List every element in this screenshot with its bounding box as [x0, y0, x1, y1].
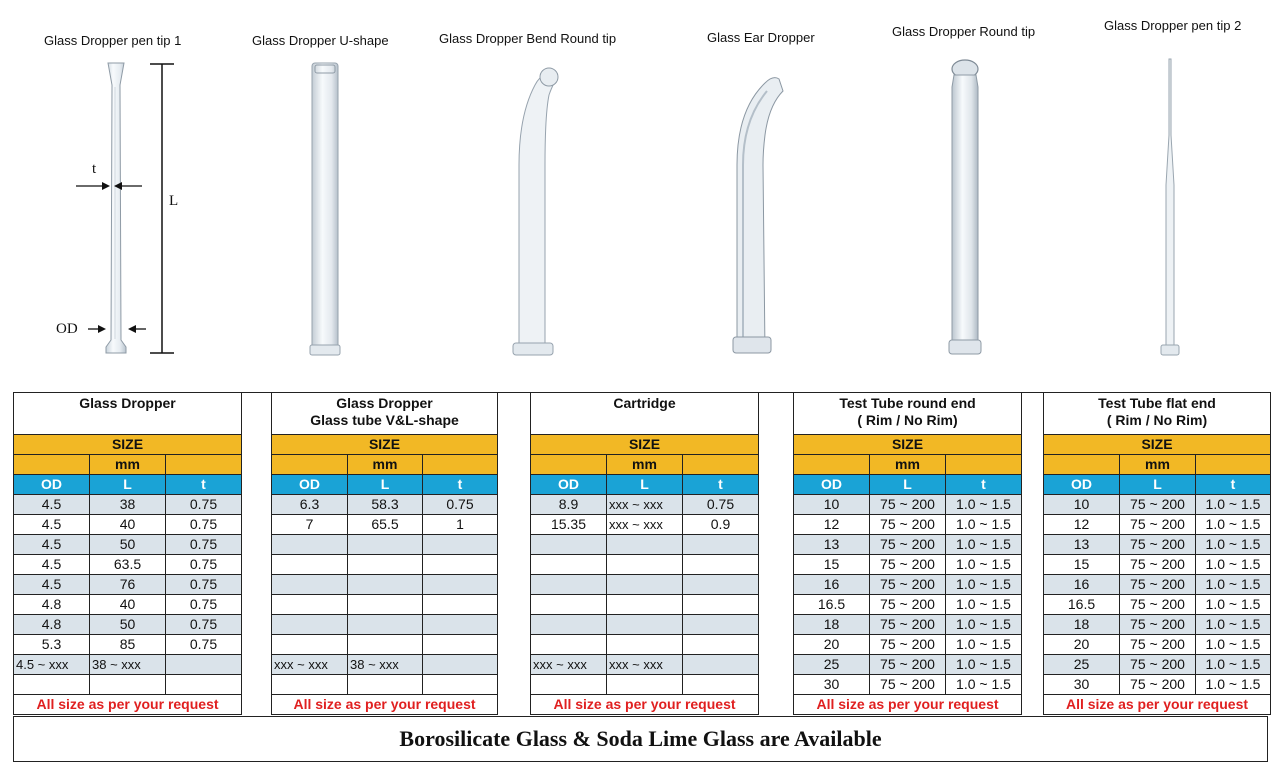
table-row [1044, 535, 1271, 555]
table-row [272, 635, 498, 655]
table-cell [90, 675, 166, 695]
table-row [272, 595, 498, 615]
test-tube-flat-end-table [1043, 392, 1271, 715]
table-cell: 1.0 ~ 1.5 [946, 555, 1022, 575]
column-header-t: t [423, 475, 498, 495]
table-cell [423, 635, 498, 655]
table-cell: 75 ~ 200 [870, 675, 946, 695]
table-cell: 75 ~ 200 [870, 575, 946, 595]
table-row [272, 555, 498, 575]
table-cell: 38 ~ xxx [90, 655, 166, 675]
table-cell: 1.0 ~ 1.5 [1196, 515, 1271, 535]
table-cell [531, 535, 607, 555]
table-cell: 18 [1044, 615, 1120, 635]
table-row [531, 515, 759, 535]
table-cell: 4.8 [14, 595, 90, 615]
table-cell: 20 [1044, 635, 1120, 655]
material-availability-banner: Borosilicate Glass & Soda Lime Glass are Available [13, 716, 1268, 762]
table-cell [348, 575, 423, 595]
table-cell [423, 575, 498, 595]
table-cell: 4.5 [14, 515, 90, 535]
table-title [272, 393, 498, 435]
pen-tip-2-dropper-image [1150, 55, 1190, 360]
table-row [272, 615, 498, 635]
table-row [14, 575, 242, 595]
column-header-l: L [348, 475, 423, 495]
table-cell: 20 [794, 635, 870, 655]
table-row [1044, 675, 1271, 695]
table-cell: 12 [794, 515, 870, 535]
table-cell [683, 675, 759, 695]
size-label: SIZE [531, 435, 759, 455]
table-cell: 75 ~ 200 [870, 495, 946, 515]
table-block-top-border [13, 392, 1266, 393]
table-title-line-1: Cartridge [613, 395, 676, 411]
table-cell: 4.5 [14, 495, 90, 515]
table-row [531, 575, 759, 595]
custom-size-note: All size as per your request [794, 695, 1022, 715]
table-cell: 1.0 ~ 1.5 [1196, 675, 1271, 695]
dimension-t-label: t [92, 161, 97, 177]
table-footer-row [794, 695, 1022, 715]
table-cell: 75 ~ 200 [1120, 495, 1196, 515]
table-row [794, 495, 1022, 515]
table-cell: 63.5 [90, 555, 166, 575]
ear-dropper-image [725, 55, 795, 360]
table-cell: 16.5 [794, 595, 870, 615]
caption-u-shape: Glass Dropper U-shape [252, 33, 389, 48]
table-cell: 1.0 ~ 1.5 [1196, 555, 1271, 575]
table-cell [683, 635, 759, 655]
table-cell [423, 555, 498, 575]
unit-row [1044, 455, 1271, 475]
table-row [531, 655, 759, 675]
table-row [531, 555, 759, 575]
table-cell [531, 555, 607, 575]
table-title-line-2: ( Rim / No Rim) [857, 412, 958, 428]
unit-spacer [1044, 455, 1120, 475]
table-cell: 10 [1044, 495, 1120, 515]
bend-round-tip-dropper-image [505, 55, 565, 360]
table-row [1044, 515, 1271, 535]
table-cell: 0.75 [166, 535, 242, 555]
table-cell: 13 [794, 535, 870, 555]
table-cell [607, 675, 683, 695]
dimension-od-label: OD [56, 321, 78, 337]
table-cell: 75 ~ 200 [870, 635, 946, 655]
table-cell [272, 635, 348, 655]
column-header-t: t [683, 475, 759, 495]
table-cell [423, 675, 498, 695]
table-cell: 0.75 [166, 635, 242, 655]
table-row [1044, 615, 1271, 635]
table-cell: xxx ~ xxx [607, 495, 683, 515]
table-cell: 38 ~ xxx [348, 655, 423, 675]
table-row [794, 655, 1022, 675]
table-cell: 8.9 [531, 495, 607, 515]
table-cell: 12 [1044, 515, 1120, 535]
table-cell: 16 [1044, 575, 1120, 595]
table-cell: 75 ~ 200 [1120, 535, 1196, 555]
table-row [1044, 495, 1271, 515]
column-header-t: t [166, 475, 242, 495]
table-cell: 1.0 ~ 1.5 [1196, 655, 1271, 675]
table-row [272, 675, 498, 695]
table-cell: 16.5 [1044, 595, 1120, 615]
size-row [531, 435, 759, 455]
table-cell: 6.3 [272, 495, 348, 515]
size-row [794, 435, 1022, 455]
table-title-line-1: Test Tube flat end [1098, 395, 1216, 411]
table-cell [348, 595, 423, 615]
table-row [272, 655, 498, 675]
table-cell: 1.0 ~ 1.5 [1196, 575, 1271, 595]
table-cell: 18 [794, 615, 870, 635]
glass-dropper-table [13, 392, 242, 715]
column-header-od: OD [272, 475, 348, 495]
column-header-row [531, 475, 759, 495]
table-footer-row [531, 695, 759, 715]
table-cell: 1.0 ~ 1.5 [1196, 535, 1271, 555]
size-label: SIZE [272, 435, 498, 455]
table-cell [683, 575, 759, 595]
table-cell [607, 615, 683, 635]
table-cell: 75 ~ 200 [870, 515, 946, 535]
table-cell: 1.0 ~ 1.5 [946, 595, 1022, 615]
column-header-od: OD [531, 475, 607, 495]
table-footer-row [272, 695, 498, 715]
table-row [14, 495, 242, 515]
table-row [14, 535, 242, 555]
table-cell: 75 ~ 200 [1120, 515, 1196, 535]
table-cell [423, 615, 498, 635]
table-cell: 0.9 [683, 515, 759, 535]
table-cell: 0.75 [166, 515, 242, 535]
table-cell: 50 [90, 615, 166, 635]
table-cell: 0.75 [683, 495, 759, 515]
column-header-l: L [870, 475, 946, 495]
table-cell [348, 615, 423, 635]
table-cell: 25 [1044, 655, 1120, 675]
caption-ear-dropper: Glass Ear Dropper [707, 30, 815, 45]
column-header-row [14, 475, 242, 495]
table-cell: 1.0 ~ 1.5 [946, 675, 1022, 695]
table-row [14, 635, 242, 655]
table-cell: 4.5 [14, 575, 90, 595]
test-tube-round-end-table [793, 392, 1022, 715]
table-cell: 1.0 ~ 1.5 [946, 535, 1022, 555]
table-row [1044, 655, 1271, 675]
table-cell: 85 [90, 635, 166, 655]
size-row [14, 435, 242, 455]
size-label: SIZE [1044, 435, 1271, 455]
table-cell [683, 595, 759, 615]
table-cell [348, 635, 423, 655]
table-cell: 15.35 [531, 515, 607, 535]
table-title [531, 393, 759, 435]
table-row [14, 515, 242, 535]
dimension-l-label: L [169, 193, 179, 209]
table-cell: 75 ~ 200 [1120, 615, 1196, 635]
table-title-line-2: Glass tube V&L-shape [310, 412, 459, 428]
custom-size-note: All size as per your request [14, 695, 242, 715]
table-cell: 4.5 [14, 535, 90, 555]
table-cell: 1 [423, 515, 498, 535]
table-cell: 75 ~ 200 [1120, 595, 1196, 615]
size-label: SIZE [794, 435, 1022, 455]
table-cell [531, 595, 607, 615]
unit-row [794, 455, 1022, 475]
size-row [272, 435, 498, 455]
table-cell: 40 [90, 515, 166, 535]
table-cell [348, 535, 423, 555]
table-cell: 0.75 [166, 555, 242, 575]
table-cell: 75 ~ 200 [1120, 635, 1196, 655]
column-header-l: L [90, 475, 166, 495]
table-cell: 75 ~ 200 [1120, 655, 1196, 675]
table-cell: 40 [90, 595, 166, 615]
unit-label: mm [607, 455, 683, 475]
column-header-od: OD [794, 475, 870, 495]
table-title-line-2: ( Rim / No Rim) [1106, 412, 1208, 428]
table-cell: 75 ~ 200 [870, 535, 946, 555]
table-cell: 30 [794, 675, 870, 695]
table-row [1044, 575, 1271, 595]
table-cell: 5.3 [14, 635, 90, 655]
table-cell [423, 535, 498, 555]
table-cell: xxx ~ xxx [272, 655, 348, 675]
table-cell: 1.0 ~ 1.5 [946, 575, 1022, 595]
u-shape-dropper-image [300, 55, 350, 360]
table-cell: 0.75 [166, 495, 242, 515]
custom-size-note: All size as per your request [272, 695, 498, 715]
table-cell: 1.0 ~ 1.5 [946, 635, 1022, 655]
table-cell [607, 575, 683, 595]
caption-pen-tip-2: Glass Dropper pen tip 2 [1104, 18, 1242, 33]
table-row [794, 535, 1022, 555]
unit-spacer [14, 455, 90, 475]
table-cell [531, 615, 607, 635]
unit-label: mm [1120, 455, 1196, 475]
table-row [794, 635, 1022, 655]
table-cell [166, 675, 242, 695]
table-title-row [272, 393, 498, 435]
table-cell [272, 675, 348, 695]
table-row [272, 495, 498, 515]
table-cell [272, 535, 348, 555]
table-cell: 0.75 [166, 615, 242, 635]
unit-spacer [946, 455, 1022, 475]
table-title-row [14, 393, 242, 435]
table-cell: 7 [272, 515, 348, 535]
table-row [14, 555, 242, 575]
custom-size-note: All size as per your request [531, 695, 759, 715]
table-title-line-1: Glass Dropper [336, 395, 433, 411]
table-cell [607, 595, 683, 615]
round-tip-dropper-image [940, 55, 990, 360]
table-cell: xxx ~ xxx [531, 655, 607, 675]
table-cell: 1.0 ~ 1.5 [1196, 495, 1271, 515]
table-cell: 4.8 [14, 615, 90, 635]
caption-round-tip: Glass Dropper Round tip [892, 24, 1036, 39]
table-title-line-1: Glass Dropper [79, 395, 176, 411]
table-row [1044, 555, 1271, 575]
table-cell: 1.0 ~ 1.5 [946, 515, 1022, 535]
table-cell [423, 595, 498, 615]
table-cell [423, 655, 498, 675]
custom-size-note: All size as per your request [1044, 695, 1271, 715]
table-cell [683, 615, 759, 635]
table-cell [683, 655, 759, 675]
table-cell: 50 [90, 535, 166, 555]
table-cell: 4.5 [14, 555, 90, 575]
table-footer-row [14, 695, 242, 715]
table-cell [607, 535, 683, 555]
table-cell: 15 [1044, 555, 1120, 575]
table-cell: 1.0 ~ 1.5 [946, 655, 1022, 675]
table-cell: 1.0 ~ 1.5 [1196, 635, 1271, 655]
size-label: SIZE [14, 435, 242, 455]
table-cell: 65.5 [348, 515, 423, 535]
table-cell [272, 555, 348, 575]
column-header-row [794, 475, 1022, 495]
table-cell [531, 575, 607, 595]
unit-label: mm [348, 455, 423, 475]
table-row [794, 515, 1022, 535]
unit-spacer [166, 455, 242, 475]
table-row [531, 535, 759, 555]
table-cell [348, 555, 423, 575]
table-row [531, 675, 759, 695]
table-row [14, 595, 242, 615]
table-row [794, 555, 1022, 575]
table-row [794, 575, 1022, 595]
table-cell [683, 535, 759, 555]
table-cell: xxx ~ xxx [607, 655, 683, 675]
table-row [531, 495, 759, 515]
unit-spacer [1196, 455, 1271, 475]
table-row [272, 575, 498, 595]
unit-spacer [272, 455, 348, 475]
column-header-od: OD [14, 475, 90, 495]
table-cell [272, 595, 348, 615]
unit-spacer [794, 455, 870, 475]
table-cell: 75 ~ 200 [1120, 575, 1196, 595]
table-cell [531, 675, 607, 695]
table-row [272, 515, 498, 535]
table-cell [607, 555, 683, 575]
table-title-row [1044, 393, 1271, 435]
table-footer-row [1044, 695, 1271, 715]
table-cell: 75 ~ 200 [1120, 675, 1196, 695]
table-cell: 16 [794, 575, 870, 595]
table-cell: 1.0 ~ 1.5 [946, 615, 1022, 635]
table-cell [683, 555, 759, 575]
table-cell: 0.75 [166, 595, 242, 615]
table-cell: 10 [794, 495, 870, 515]
column-header-t: t [1196, 475, 1271, 495]
column-header-t: t [946, 475, 1022, 495]
table-cell: 1.0 ~ 1.5 [1196, 595, 1271, 615]
table-cell: 58.3 [348, 495, 423, 515]
table-row [794, 595, 1022, 615]
table-row [14, 615, 242, 635]
unit-row [14, 455, 242, 475]
table-cell: 0.75 [423, 495, 498, 515]
size-row [1044, 435, 1271, 455]
table-cell [531, 635, 607, 655]
unit-row [272, 455, 498, 475]
table-cell [166, 655, 242, 675]
unit-label: mm [870, 455, 946, 475]
table-title-row [794, 393, 1022, 435]
table-cell [607, 635, 683, 655]
table-row [531, 615, 759, 635]
table-row [272, 535, 498, 555]
table-cell [272, 615, 348, 635]
table-cell: 25 [794, 655, 870, 675]
table-row [14, 655, 242, 675]
table-cell: 4.5 ~ xxx [14, 655, 90, 675]
glass-tube-vl-shape-table [271, 392, 498, 715]
table-row [1044, 635, 1271, 655]
table-cell: 13 [1044, 535, 1120, 555]
table-title-line-1: Test Tube round end [839, 395, 976, 411]
table-title [794, 393, 1022, 435]
table-cell: 0.75 [166, 575, 242, 595]
table-cell: 75 ~ 200 [870, 555, 946, 575]
table-row [1044, 595, 1271, 615]
table-cell [14, 675, 90, 695]
table-title [1044, 393, 1271, 435]
table-title-row [531, 393, 759, 435]
table-cell [348, 675, 423, 695]
table-row [531, 635, 759, 655]
column-header-row [1044, 475, 1271, 495]
table-row [14, 675, 242, 695]
unit-row [531, 455, 759, 475]
caption-pen-tip-1: Glass Dropper pen tip 1 [44, 33, 182, 48]
cartridge-table [530, 392, 759, 715]
table-cell: 75 ~ 200 [1120, 555, 1196, 575]
column-header-l: L [1120, 475, 1196, 495]
table-row [531, 595, 759, 615]
table-row [794, 675, 1022, 695]
unit-spacer [423, 455, 498, 475]
table-title [14, 393, 242, 435]
table-row [794, 615, 1022, 635]
unit-spacer [531, 455, 607, 475]
caption-bend-round-tip: Glass Dropper Bend Round tip [439, 31, 617, 46]
column-header-od: OD [1044, 475, 1120, 495]
table-cell: 38 [90, 495, 166, 515]
unit-label: mm [90, 455, 166, 475]
table-cell [272, 575, 348, 595]
unit-spacer [683, 455, 759, 475]
table-cell: 1.0 ~ 1.5 [1196, 615, 1271, 635]
table-cell: 76 [90, 575, 166, 595]
table-cell: 30 [1044, 675, 1120, 695]
table-cell: xxx ~ xxx [607, 515, 683, 535]
table-cell: 15 [794, 555, 870, 575]
table-cell: 75 ~ 200 [870, 655, 946, 675]
table-cell: 75 ~ 200 [870, 615, 946, 635]
column-header-l: L [607, 475, 683, 495]
column-header-row [272, 475, 498, 495]
table-cell: 75 ~ 200 [870, 595, 946, 615]
table-cell: 1.0 ~ 1.5 [946, 495, 1022, 515]
